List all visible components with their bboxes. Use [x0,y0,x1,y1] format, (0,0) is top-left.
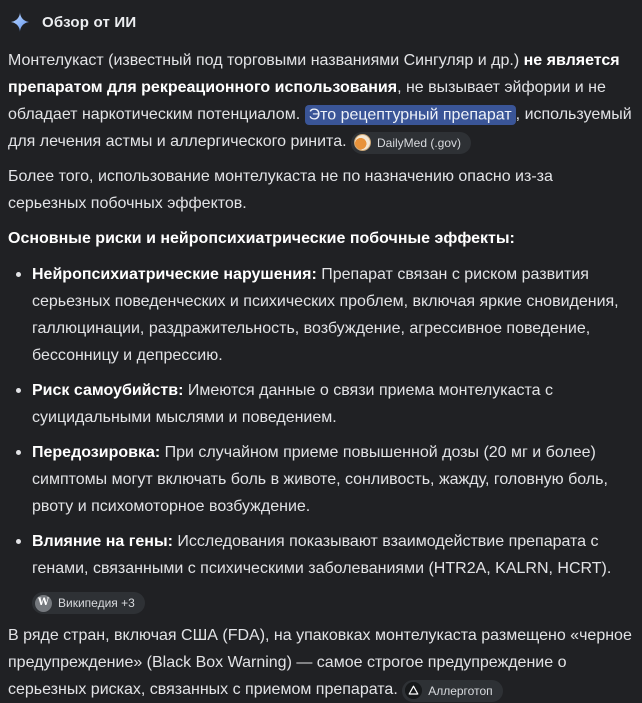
list-item-lead: Влияние на гены: [32,533,173,550]
list-item-lead: Риск самоубийств: [32,382,184,399]
dailymed-favicon-icon [354,134,371,151]
risks-list [8,261,634,614]
list-item-overdose [8,439,634,520]
source-chip-allergotop[interactable] [402,680,502,702]
risks-section-heading: Основные риски и нейропсихиатрические побочные эффекты: [8,230,515,247]
source-chip-wikipedia[interactable] [32,592,145,614]
source-chip-label: Википедия +3 [58,596,135,610]
list-item-text: Имеются данные о связи приема монтелукаста с суицидальными мыслями и поведением. [32,382,554,426]
list-item-lead: Нейропсихиатрические нарушения: [32,266,317,283]
list-item-text: Исследования показывают взаимодействие препарата с генами, связанными с психическими заболеваниями (HTR2A, KALRN, HCRT). [32,533,612,577]
intro-text-2: , не вызывает эйфории и не обладает наркотическим потенциалом. [8,79,606,123]
list-item-genes [8,528,634,614]
black-box-paragraph [8,622,634,703]
warning-paragraph: Более того, использование монтелукаста не по назначению опасно из-за серьезных побочных эффектов. [8,168,553,212]
intro-bold-text: не является препаратом для рекреационного использования [8,52,620,96]
highlighted-snippet[interactable]: Это рецептурный препарат [305,105,516,125]
allergotop-favicon-icon [405,682,422,699]
list-item-text: При случайном приеме повышенной дозы (20 мг и более) симптомы могут включать боль в животе, сонливость, жажду, головную боль, рвоту и психомоторное возбуждение. [32,444,608,515]
source-chip-dailymed[interactable] [351,132,471,154]
black-box-text: В ряде стран, включая США (FDA), на упаковках монтелукаста размещено «черное предупреждение» (Black Box Warning) — самое строгое предупреждение о серьезных рисках, связанных с приемом препарата. [8,627,632,698]
source-chip-label: DailyMed (.gov) [376,135,462,150]
list-item-lead: Передозировка: [32,444,161,461]
source-chip-label: Аллерготоп [428,683,493,698]
list-item-neuropsychiatric [8,261,634,369]
ai-overview-title: Обзор от ИИ [42,13,137,31]
ai-sparkle-icon [10,12,30,32]
list-item-suicide-risk [8,377,634,431]
list-item-text: Препарат связан с риском развития серьезных поведенческих и психических проблем, включая яркие сновидения, галлюцинации, раздражительность, возбуждение, агрессивное поведение, бессонницу и депрессию. [32,266,619,364]
intro-text-1: Монтелукаст (известный под торговыми названиями Сингуляр и др.) [8,52,524,69]
intro-paragraph [8,47,634,155]
wikipedia-favicon-icon: W [35,595,52,612]
ai-overview-header [10,12,634,32]
intro-text-3: , используемый для лечения астмы и аллергического ринита. [8,106,632,150]
